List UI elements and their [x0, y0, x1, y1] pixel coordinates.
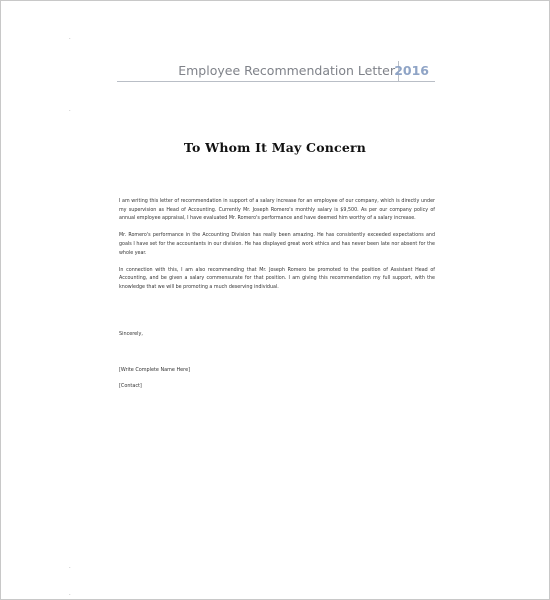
letter-paragraph: I am writing this letter of recommendation in support of a salary increase for an employee of our company, which is directly under my supervision as Head of Accounting. Currently Mr. Joseph Romero's monthly salary is $9,500. As per our company policy of annual employee appraisal, I have evaluated Mr. Romero's performance and have deemed him worthy of a salary increase.	[119, 199, 435, 222]
margin-mark: .	[69, 591, 71, 597]
letter-paragraph: In connection with this, I am also recommending that Mr. Joseph Romero be promoted to the position of Assistant Head of Accounting, and be given a salary commensurate for that position. I am giving this recommendation my full support, with the knowledge that we will be promoting a much deserving individual.	[119, 267, 435, 290]
header-year: 2016	[394, 63, 429, 78]
letter-paragraph: Mr. Romero's performance in the Accounting Division has really been amazing. He has consistently exceeded expectations and goals I have set for the accountants in our division. He has displayed great work ethics and has never been late nor absent for the whole year.	[119, 233, 435, 256]
letter-closing: Sincerely,	[119, 331, 143, 337]
margin-mark: .	[69, 107, 71, 113]
letter-body	[119, 198, 435, 301]
margin-mark: .	[69, 564, 71, 570]
signature-name-placeholder: [Write Complete Name Here]	[119, 367, 190, 373]
header-title: Employee Recommendation Letter	[178, 63, 395, 78]
margin-mark: .	[69, 35, 71, 41]
contact-placeholder: [Contact]	[119, 383, 142, 389]
document-header	[117, 61, 435, 82]
letter-salutation-heading: To Whom It May Concern	[183, 140, 367, 155]
